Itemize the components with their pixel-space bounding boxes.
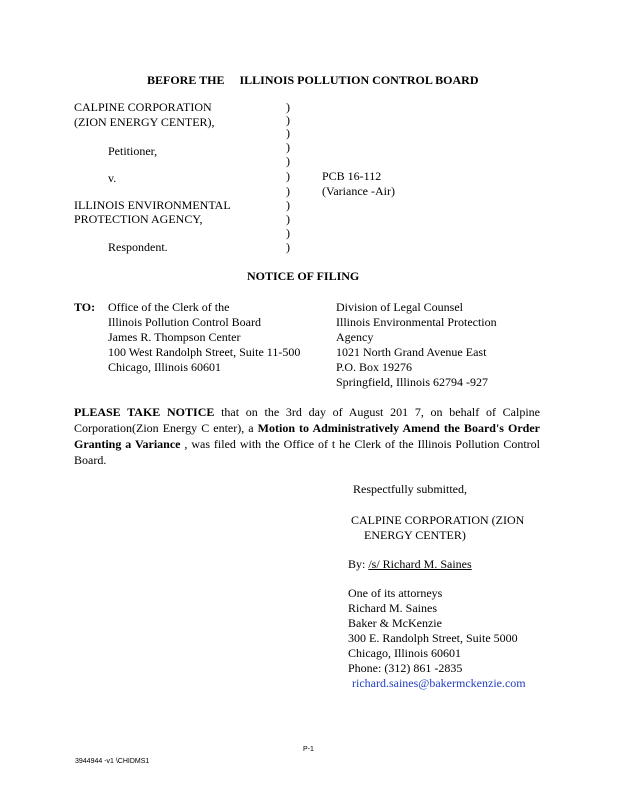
respondent-role: Respondent. xyxy=(108,240,168,254)
caption-paren: ) xyxy=(286,154,290,168)
notice-text-part1: that on the 3rd day of August 201 7, on behalf of Calpine Corporation(Zion Energy C enter), a xyxy=(74,405,540,435)
attorney-line: Baker & McKenzie xyxy=(348,616,442,630)
respondent-name-line1: ILLINOIS ENVIRONMENTAL xyxy=(74,198,231,212)
respondent-name-line2: PROTECTION AGENCY, xyxy=(74,212,203,226)
recipient-right-line: P.O. Box 19276 xyxy=(336,360,413,374)
recipient-left-line: Chicago, Illinois 60601 xyxy=(108,360,221,374)
notice-text-part2: , was filed with the Office of t he Clerk of the Illinois Pollution Control Board. xyxy=(74,437,541,467)
petitioner-name-line1: CALPINE CORPORATION xyxy=(74,100,212,114)
document-title: BEFORE THE ILLINOIS POLLUTION CONTROL BOARD xyxy=(147,73,479,87)
recipient-right-line: Springfield, Illinois 62794 -927 xyxy=(336,375,488,389)
caption-paren: ) xyxy=(286,140,290,154)
petitioner-role: Petitioner, xyxy=(108,144,158,158)
closing-text: Respectfully submitted, xyxy=(353,482,467,496)
caption-paren: ) xyxy=(286,198,290,212)
party-name-line1: CALPINE CORPORATION (ZION xyxy=(351,513,525,527)
attorney-line: 300 E. Randolph Street, Suite 5000 xyxy=(348,631,518,645)
caption-paren: ) xyxy=(286,226,290,240)
page-number: P-1 xyxy=(303,746,314,753)
attorney-line: One of its attorneys xyxy=(348,586,443,600)
attorney-line: Richard M. Saines xyxy=(348,601,437,615)
to-label: TO: xyxy=(74,300,96,314)
by-label: By: xyxy=(348,557,366,571)
attorney-email-link[interactable]: richard.saines@bakermckenzie.com xyxy=(352,676,526,690)
notice-paragraph xyxy=(74,404,540,468)
caption-paren: ) xyxy=(286,126,290,140)
recipient-left-line: 100 West Randolph Street, Suite 11-500 xyxy=(108,345,301,359)
caption-paren: ) xyxy=(286,100,290,114)
recipient-left-line: Illinois Pollution Control Board xyxy=(108,315,262,329)
party-name-line2: ENERGY CENTER) xyxy=(364,528,466,542)
motion-title: Motion to Administratively Amend the Board's Order Granting a Variance xyxy=(74,421,540,451)
electronic-signature: /s/ Richard M. Saines xyxy=(368,557,472,571)
signature-line xyxy=(348,557,472,571)
case-type: (Variance -Air) xyxy=(322,184,395,198)
caption-paren: ) xyxy=(286,240,290,254)
document-id: 3944944 -v1 \CHIDMS1 xyxy=(75,758,150,765)
caption-paren: ) xyxy=(286,212,290,226)
case-number: PCB 16-112 xyxy=(322,169,382,183)
recipient-right-line: Division of Legal Counsel xyxy=(336,300,463,314)
recipient-left-line: Office of the Clerk of the xyxy=(108,300,230,314)
caption-paren: ) xyxy=(286,113,290,127)
attorney-line: Chicago, Illinois 60601 xyxy=(348,646,461,660)
versus-label: v. xyxy=(108,171,117,185)
notice-lead: PLEASE TAKE NOTICE xyxy=(74,405,215,419)
recipient-right-line: Illinois Environmental Protection xyxy=(336,315,497,329)
caption-paren: ) xyxy=(286,169,290,183)
caption-paren: ) xyxy=(286,184,290,198)
recipient-right-line: Agency xyxy=(336,330,374,344)
recipient-right-line: 1021 North Grand Avenue East xyxy=(336,345,487,359)
attorney-line: Phone: (312) 861 -2835 xyxy=(348,661,463,675)
notice-title: NOTICE OF FILING xyxy=(247,269,360,283)
petitioner-name-line2: (ZION ENERGY CENTER), xyxy=(74,115,215,129)
recipient-left-line: James R. Thompson Center xyxy=(108,330,241,344)
